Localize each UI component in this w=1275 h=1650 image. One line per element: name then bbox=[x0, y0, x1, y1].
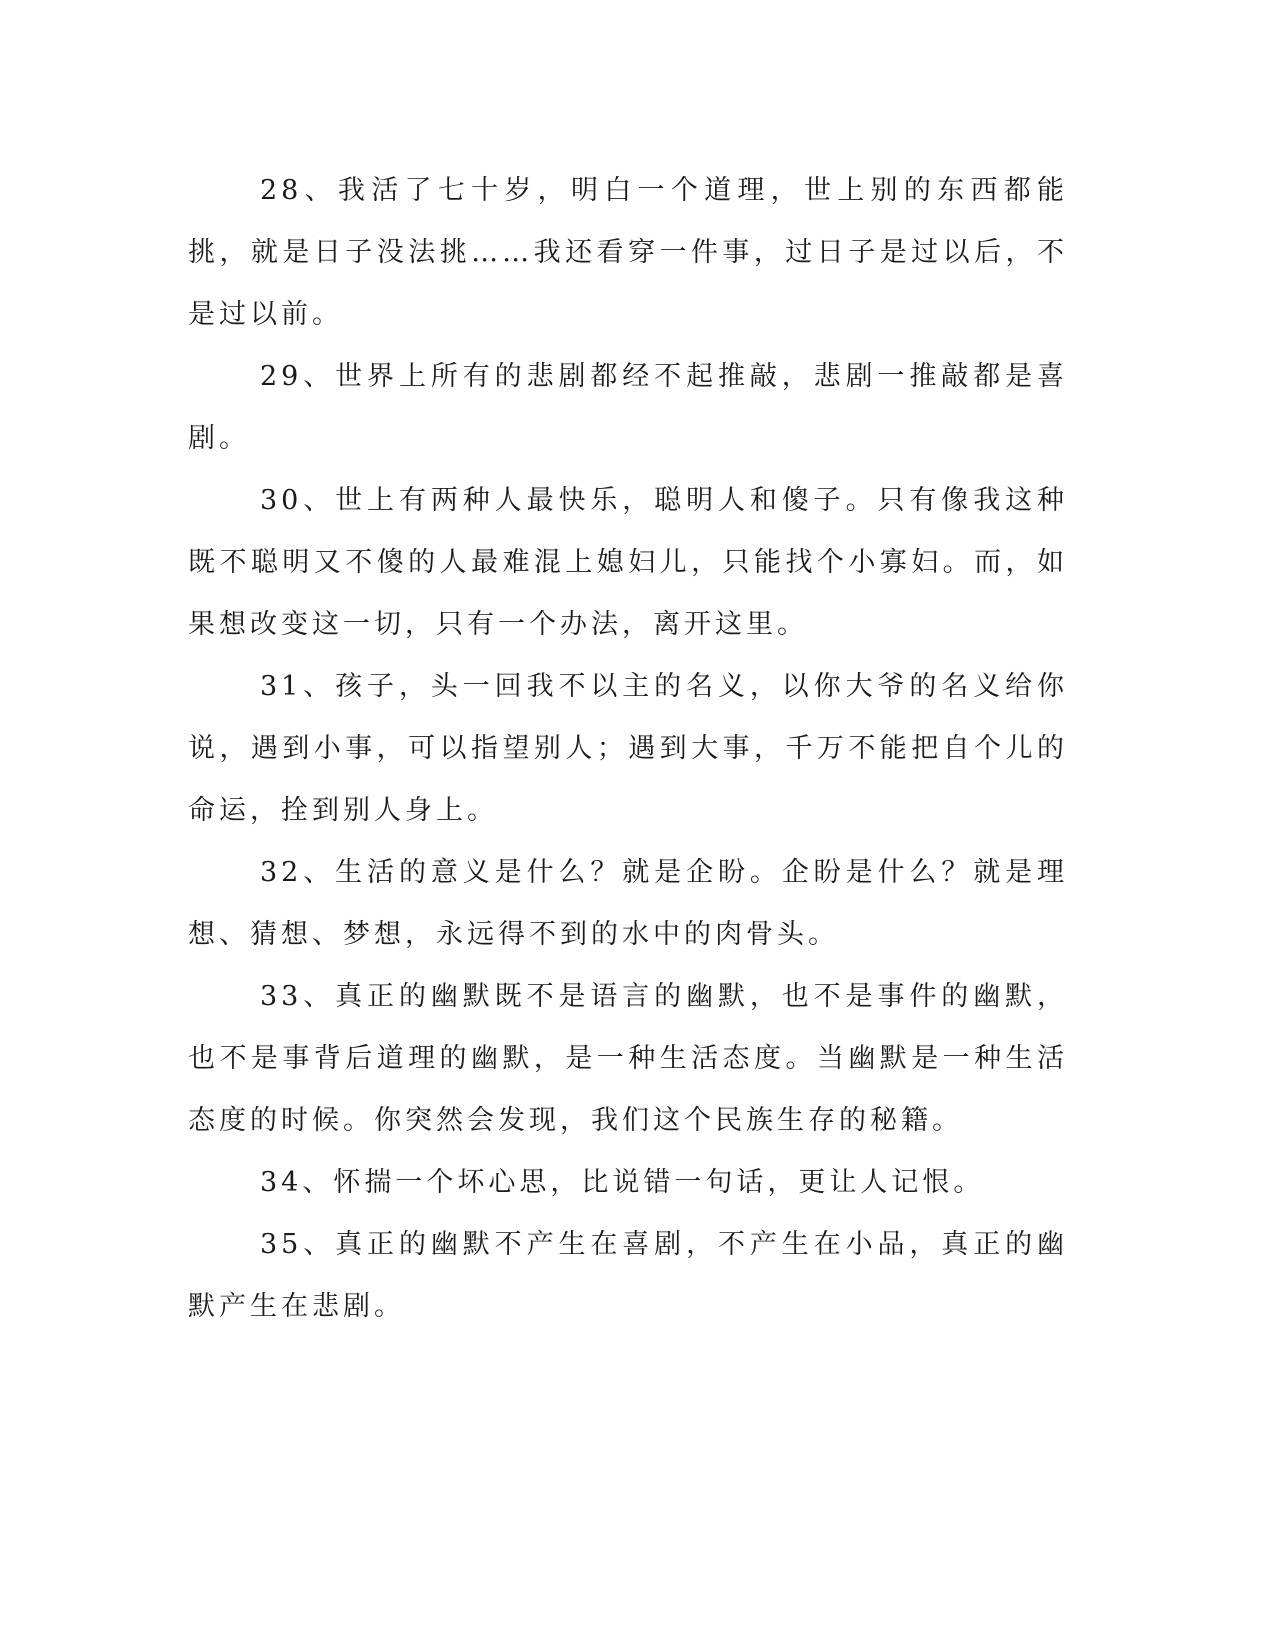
paragraph-31: 31、孩子，头一回我不以主的名义，以你大爷的名义给你说，遇到小事，可以指望别人；遇到大事，千万不能把自个儿的命运，拴到别人身上。 bbox=[188, 671, 1068, 826]
paragraph-32: 32、生活的意义是什么？就是企盼。企盼是什么？就是理想、猜想、梦想，永远得不到的水中的肉骨头。 bbox=[188, 857, 1068, 950]
paragraph-35: 35、真正的幽默不产生在喜剧，不产生在小品，真正的幽默产生在悲剧。 bbox=[188, 1229, 1068, 1322]
paragraph-33: 33、真正的幽默既不是语言的幽默，也不是事件的幽默，也不是事背后道理的幽默，是一种生活态度。当幽默是一种生活态度的时候。你突然会发现，我们这个民族生存的秘籍。 bbox=[188, 981, 1068, 1136]
document-body bbox=[188, 160, 1068, 1338]
paragraph-29: 29、世界上所有的悲剧都经不起推敲，悲剧一推敲都是喜剧。 bbox=[188, 361, 1068, 454]
paragraph-30: 30、世上有两种人最快乐，聪明人和傻子。只有像我这种既不聪明又不傻的人最难混上媳妇儿，只能找个小寡妇。而，如果想改变这一切，只有一个办法，离开这里。 bbox=[188, 485, 1068, 640]
paragraph-34: 34、怀揣一个坏心思，比说错一句话，更让人记恨。 bbox=[260, 1167, 985, 1198]
paragraph-28: 28、我活了七十岁，明白一个道理，世上别的东西都能挑，就是日子没法挑……我还看穿一件事，过日子是过以后，不是过以前。 bbox=[188, 175, 1068, 330]
